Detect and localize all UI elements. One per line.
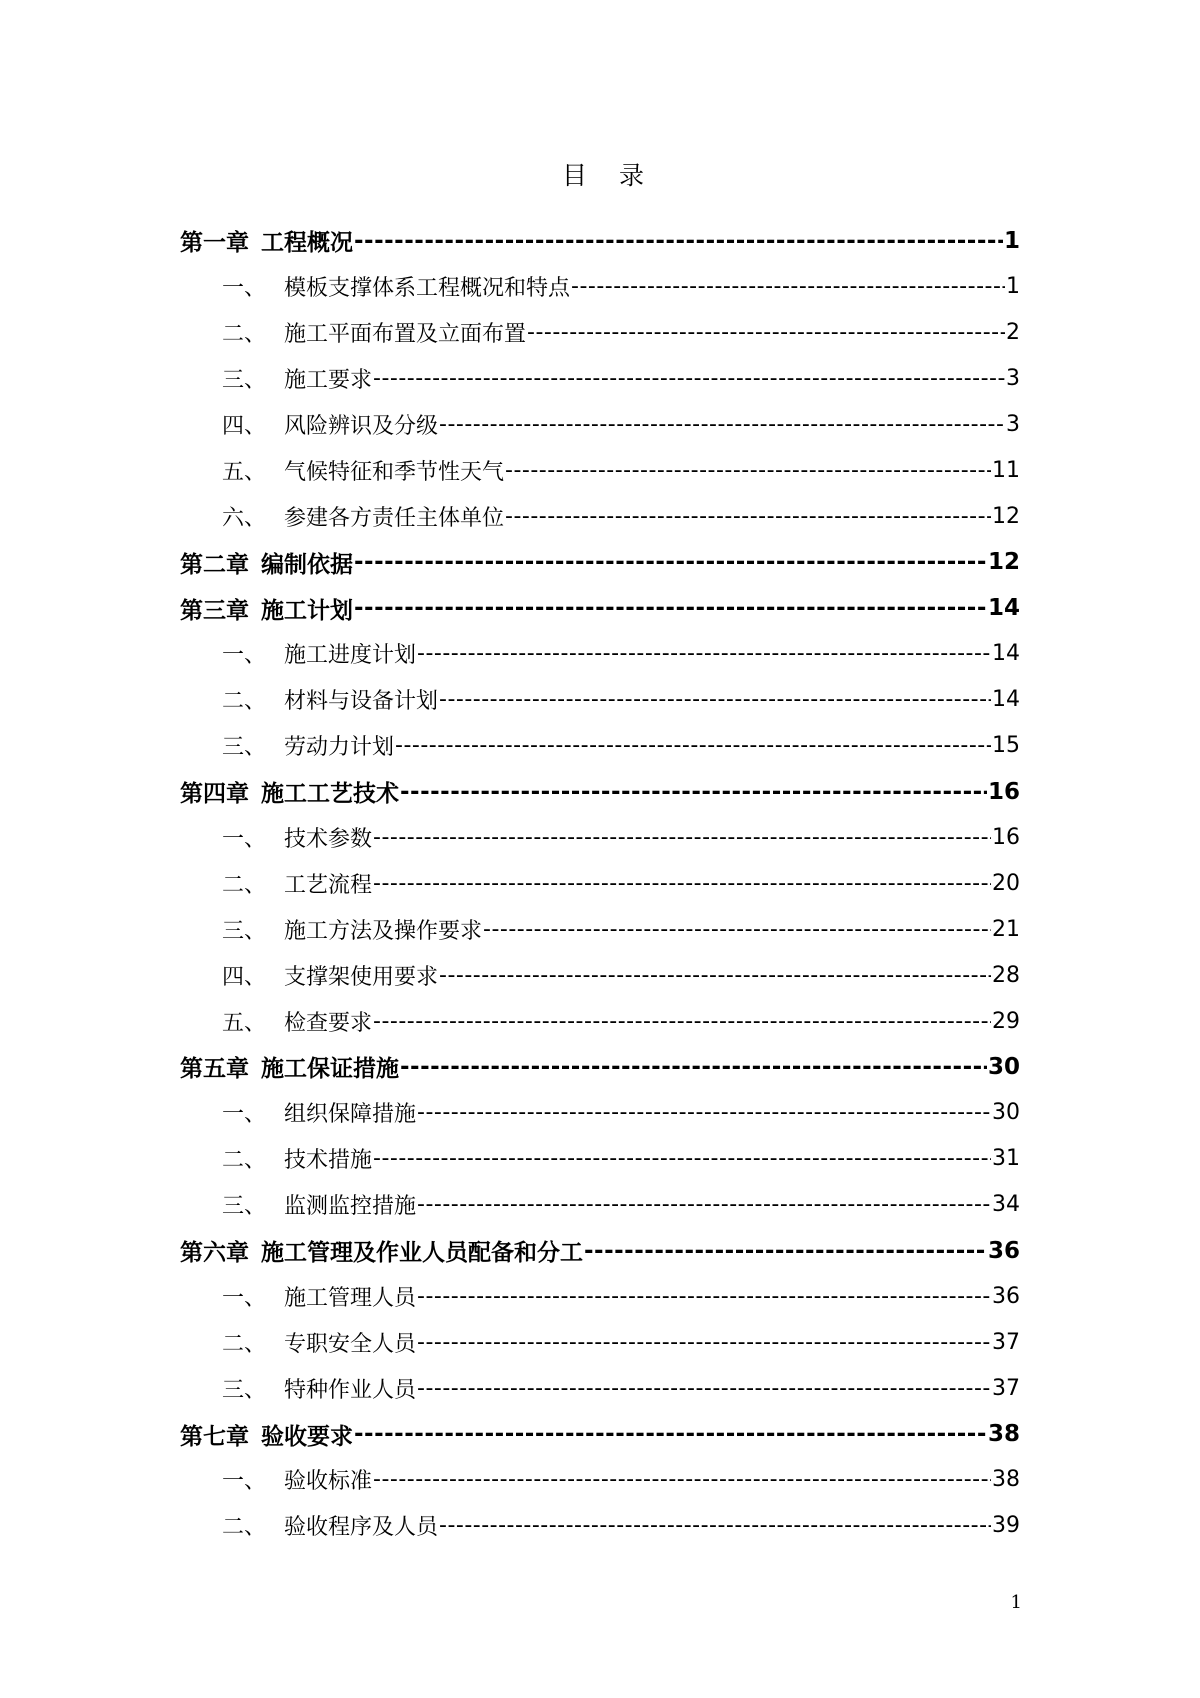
- toc-page-number: 15: [992, 733, 1020, 759]
- toc-entry-label: [180, 1050, 399, 1083]
- toc-dot-leader: [439, 963, 991, 988]
- toc-entry-title: 编制依据: [261, 551, 353, 578]
- toc-entry-number: 二、: [222, 1515, 267, 1541]
- toc-dot-leader: [417, 641, 991, 666]
- toc-chapter-entry[interactable]: [180, 585, 1020, 631]
- toc-page-number: 36: [987, 1237, 1020, 1264]
- toc-page-number: 38: [987, 1421, 1020, 1448]
- toc-entry-title: 支撑架使用要求: [284, 964, 439, 990]
- toc-entry-label: [222, 1373, 416, 1404]
- toc-entry-label: [222, 1006, 372, 1037]
- toc-chapter-entry[interactable]: [180, 539, 1020, 585]
- toc-page-number: 14: [992, 641, 1020, 667]
- toc-entry-number: 一、: [222, 643, 267, 669]
- toc-entry-label: [180, 224, 353, 257]
- toc-entry-label: [222, 684, 438, 715]
- toc-heading: 目 录: [562, 161, 656, 190]
- toc-dot-leader: [417, 1100, 991, 1125]
- toc-entry-label: [222, 1464, 372, 1495]
- toc-page-number: 38: [992, 1467, 1020, 1493]
- toc-page-number: 3: [1006, 412, 1020, 437]
- toc-entry-number: 二、: [222, 322, 267, 348]
- toc-page-number: 30: [987, 1053, 1020, 1080]
- toc-section-entry[interactable]: [180, 906, 1020, 952]
- toc-entry-number: 五、: [222, 1010, 267, 1036]
- toc-page-number: 16: [987, 778, 1020, 805]
- toc-dot-leader: [354, 549, 987, 575]
- toc-page-number: 3: [1006, 366, 1020, 392]
- toc-entry-number: 六、: [222, 505, 267, 531]
- toc-section-entry[interactable]: [180, 952, 1020, 998]
- toc-chapter-entry[interactable]: [180, 769, 1020, 815]
- toc-dot-leader: [354, 228, 1003, 254]
- toc-entry-number: 二、: [222, 689, 267, 715]
- toc-entry-title: 气候特征和季节性天气: [284, 459, 505, 485]
- toc-section-entry[interactable]: [180, 1182, 1020, 1228]
- toc-dot-leader: [354, 1421, 987, 1447]
- toc-entry-title: 验收标准: [284, 1469, 373, 1495]
- toc-entry-label: [222, 1189, 416, 1220]
- toc-dot-leader: [373, 1467, 991, 1492]
- table-of-contents: [180, 218, 1020, 1549]
- toc-dot-leader: [417, 1330, 991, 1355]
- toc-entry-label: [222, 868, 372, 899]
- toc-dot-leader: [373, 871, 991, 896]
- toc-dot-leader: [527, 320, 1005, 345]
- toc-chapter-entry[interactable]: [180, 1044, 1020, 1090]
- toc-entry-number: 二、: [222, 1331, 267, 1357]
- toc-page-number: 1: [1006, 274, 1020, 300]
- toc-entry-title: 验收程序及人员: [284, 1515, 439, 1541]
- toc-entry-label: [222, 501, 504, 532]
- toc-section-entry[interactable]: [180, 815, 1020, 861]
- toc-section-entry[interactable]: [180, 493, 1020, 539]
- toc-section-entry[interactable]: [180, 1503, 1020, 1549]
- toc-dot-leader: [417, 1376, 991, 1401]
- toc-entry-title: 施工要求: [284, 368, 373, 394]
- toc-section-entry[interactable]: [180, 723, 1020, 769]
- toc-entry-number: 第四章: [180, 781, 249, 808]
- toc-page-number: 14: [987, 595, 1020, 622]
- toc-dot-leader: [373, 366, 1005, 391]
- toc-dot-leader: [373, 825, 991, 850]
- toc-entry-label: [222, 1097, 416, 1128]
- toc-section-entry[interactable]: [180, 310, 1020, 356]
- toc-entry-number: 一、: [222, 1102, 267, 1128]
- toc-section-entry[interactable]: [180, 1136, 1020, 1182]
- toc-dot-leader: [439, 687, 991, 712]
- toc-entry-title: 施工保证措施: [261, 1056, 399, 1083]
- toc-dot-leader: [571, 274, 1005, 299]
- toc-section-entry[interactable]: [180, 1090, 1020, 1136]
- toc-entry-title: 专职安全人员: [284, 1331, 417, 1357]
- toc-page-number: 14: [992, 687, 1020, 713]
- toc-entry-title: 参建各方责任主体单位: [284, 505, 505, 531]
- toc-page-number: 36: [992, 1283, 1020, 1309]
- toc-section-entry[interactable]: [180, 402, 1020, 448]
- toc-section-entry[interactable]: [180, 1365, 1020, 1411]
- toc-section-entry[interactable]: [180, 1319, 1020, 1365]
- toc-section-entry[interactable]: [180, 447, 1020, 493]
- toc-page-number: 28: [992, 962, 1020, 988]
- toc-entry-title: 施工平面布置及立面布置: [284, 322, 527, 348]
- toc-section-entry[interactable]: [180, 1457, 1020, 1503]
- toc-entry-label: [222, 960, 438, 991]
- toc-dot-leader: [505, 458, 991, 483]
- toc-entry-number: 第一章: [180, 230, 249, 257]
- page-number: 1: [1010, 1592, 1022, 1613]
- toc-entry-title: 施工管理人员: [284, 1285, 417, 1311]
- toc-entry-label: [222, 363, 372, 394]
- toc-entry-number: 第六章: [180, 1240, 249, 1267]
- toc-entry-label: [180, 775, 399, 808]
- toc-page-number: 16: [992, 825, 1020, 851]
- toc-entry-title: 组织保障措施: [284, 1102, 417, 1128]
- toc-entry-title: 材料与设备计划: [284, 689, 439, 715]
- toc-section-entry[interactable]: [180, 356, 1020, 402]
- toc-page-number: 37: [992, 1329, 1020, 1355]
- toc-entry-label: [222, 455, 504, 486]
- toc-entry-number: 三、: [222, 1194, 267, 1220]
- toc-page-number: 39: [992, 1513, 1020, 1539]
- toc-entry-title: 技术措施: [284, 1148, 373, 1174]
- toc-entry-number: 二、: [222, 872, 267, 898]
- toc-entry-title: 检查要求: [284, 1010, 373, 1036]
- toc-entry-number: 一、: [222, 1285, 267, 1311]
- toc-page-number: 20: [992, 870, 1020, 896]
- toc-dot-leader: [417, 1192, 991, 1217]
- toc-entry-label: [180, 1234, 583, 1267]
- toc-chapter-entry[interactable]: [180, 1411, 1020, 1457]
- toc-entry-label: [222, 271, 570, 302]
- toc-dot-leader: [439, 412, 1005, 437]
- toc-entry-title: 模板支撑体系工程概况和特点: [284, 276, 571, 302]
- toc-page-number: 12: [992, 503, 1020, 529]
- toc-page-number: 11: [992, 457, 1020, 483]
- toc-page-number: 37: [992, 1375, 1020, 1401]
- toc-chapter-entry[interactable]: [180, 1228, 1020, 1274]
- toc-entry-number: 第五章: [180, 1056, 249, 1083]
- toc-dot-leader: [354, 595, 987, 621]
- toc-page-number: 34: [992, 1192, 1020, 1218]
- toc-entry-number: 一、: [222, 276, 267, 302]
- toc-entry-label: [222, 1143, 372, 1174]
- toc-dot-leader: [417, 1284, 991, 1309]
- toc-entry-number: 第七章: [180, 1423, 249, 1450]
- toc-entry-title: 施工计划: [261, 597, 353, 624]
- toc-dot-leader: [505, 504, 991, 529]
- toc-entry-label: [180, 546, 353, 579]
- toc-entry-number: 四、: [222, 414, 267, 439]
- toc-dot-leader: [584, 1238, 987, 1264]
- toc-entry-number: 一、: [222, 1469, 267, 1495]
- toc-page-number: 29: [992, 1008, 1020, 1034]
- toc-entry-number: 三、: [222, 1377, 267, 1403]
- toc-entry-label: [222, 730, 394, 761]
- toc-entry-number: 一、: [222, 827, 267, 853]
- toc-entry-number: 三、: [222, 735, 267, 761]
- toc-entry-number: 五、: [222, 459, 267, 485]
- toc-page-number: 30: [992, 1100, 1020, 1126]
- toc-section-entry[interactable]: [180, 860, 1020, 906]
- toc-entry-label: [222, 409, 438, 440]
- toc-entry-title: 验收要求: [261, 1423, 353, 1450]
- toc-entry-label: [222, 822, 372, 853]
- toc-dot-leader: [373, 1146, 991, 1171]
- toc-entry-title: 工程概况: [261, 230, 353, 257]
- toc-entry-number: 四、: [222, 964, 267, 990]
- toc-dot-leader: [400, 779, 987, 805]
- toc-entry-title: 施工工艺技术: [261, 781, 399, 808]
- toc-entry-title: 工艺流程: [284, 872, 373, 898]
- toc-entry-title: 施工管理及作业人员配备和分工: [261, 1240, 583, 1267]
- toc-entry-number: 第二章: [180, 551, 249, 578]
- toc-page-number: 12: [987, 549, 1020, 576]
- toc-entry-number: 三、: [222, 918, 267, 944]
- toc-page-number: 2: [1006, 320, 1020, 346]
- toc-page-number: 1: [1003, 227, 1020, 254]
- toc-entry-title: 施工进度计划: [284, 643, 417, 669]
- toc-section-entry[interactable]: [180, 1273, 1020, 1319]
- toc-entry-label: [180, 1418, 353, 1451]
- toc-entry-title: 监测监控措施: [284, 1194, 417, 1220]
- toc-page-number: 21: [992, 916, 1020, 942]
- toc-entry-title: 技术参数: [284, 827, 373, 853]
- toc-entry-label: [222, 914, 482, 945]
- toc-entry-number: 三、: [222, 368, 267, 394]
- toc-entry-title: 施工方法及操作要求: [284, 918, 483, 944]
- toc-entry-title: 劳动力计划: [284, 735, 395, 761]
- toc-entry-label: [222, 1510, 438, 1541]
- toc-dot-leader: [373, 1009, 991, 1034]
- toc-entry-number: 二、: [222, 1148, 267, 1174]
- toc-entry-label: [222, 317, 526, 348]
- toc-section-entry[interactable]: [180, 631, 1020, 677]
- toc-page-number: 31: [992, 1146, 1020, 1172]
- toc-dot-leader: [400, 1054, 987, 1080]
- toc-chapter-entry[interactable]: [180, 218, 1020, 264]
- toc-entry-label: [180, 592, 353, 625]
- toc-entry-title: 风险辨识及分级: [284, 414, 439, 439]
- toc-section-entry[interactable]: [180, 998, 1020, 1044]
- toc-dot-leader: [395, 733, 991, 758]
- toc-entry-label: [222, 1327, 416, 1358]
- toc-entry-label: [222, 1281, 416, 1312]
- toc-dot-leader: [483, 917, 991, 942]
- toc-entry-number: 第三章: [180, 597, 249, 624]
- toc-section-entry[interactable]: [180, 264, 1020, 310]
- toc-entry-title: 特种作业人员: [284, 1377, 417, 1403]
- toc-entry-label: [222, 638, 416, 669]
- toc-section-entry[interactable]: [180, 677, 1020, 723]
- toc-dot-leader: [439, 1513, 991, 1538]
